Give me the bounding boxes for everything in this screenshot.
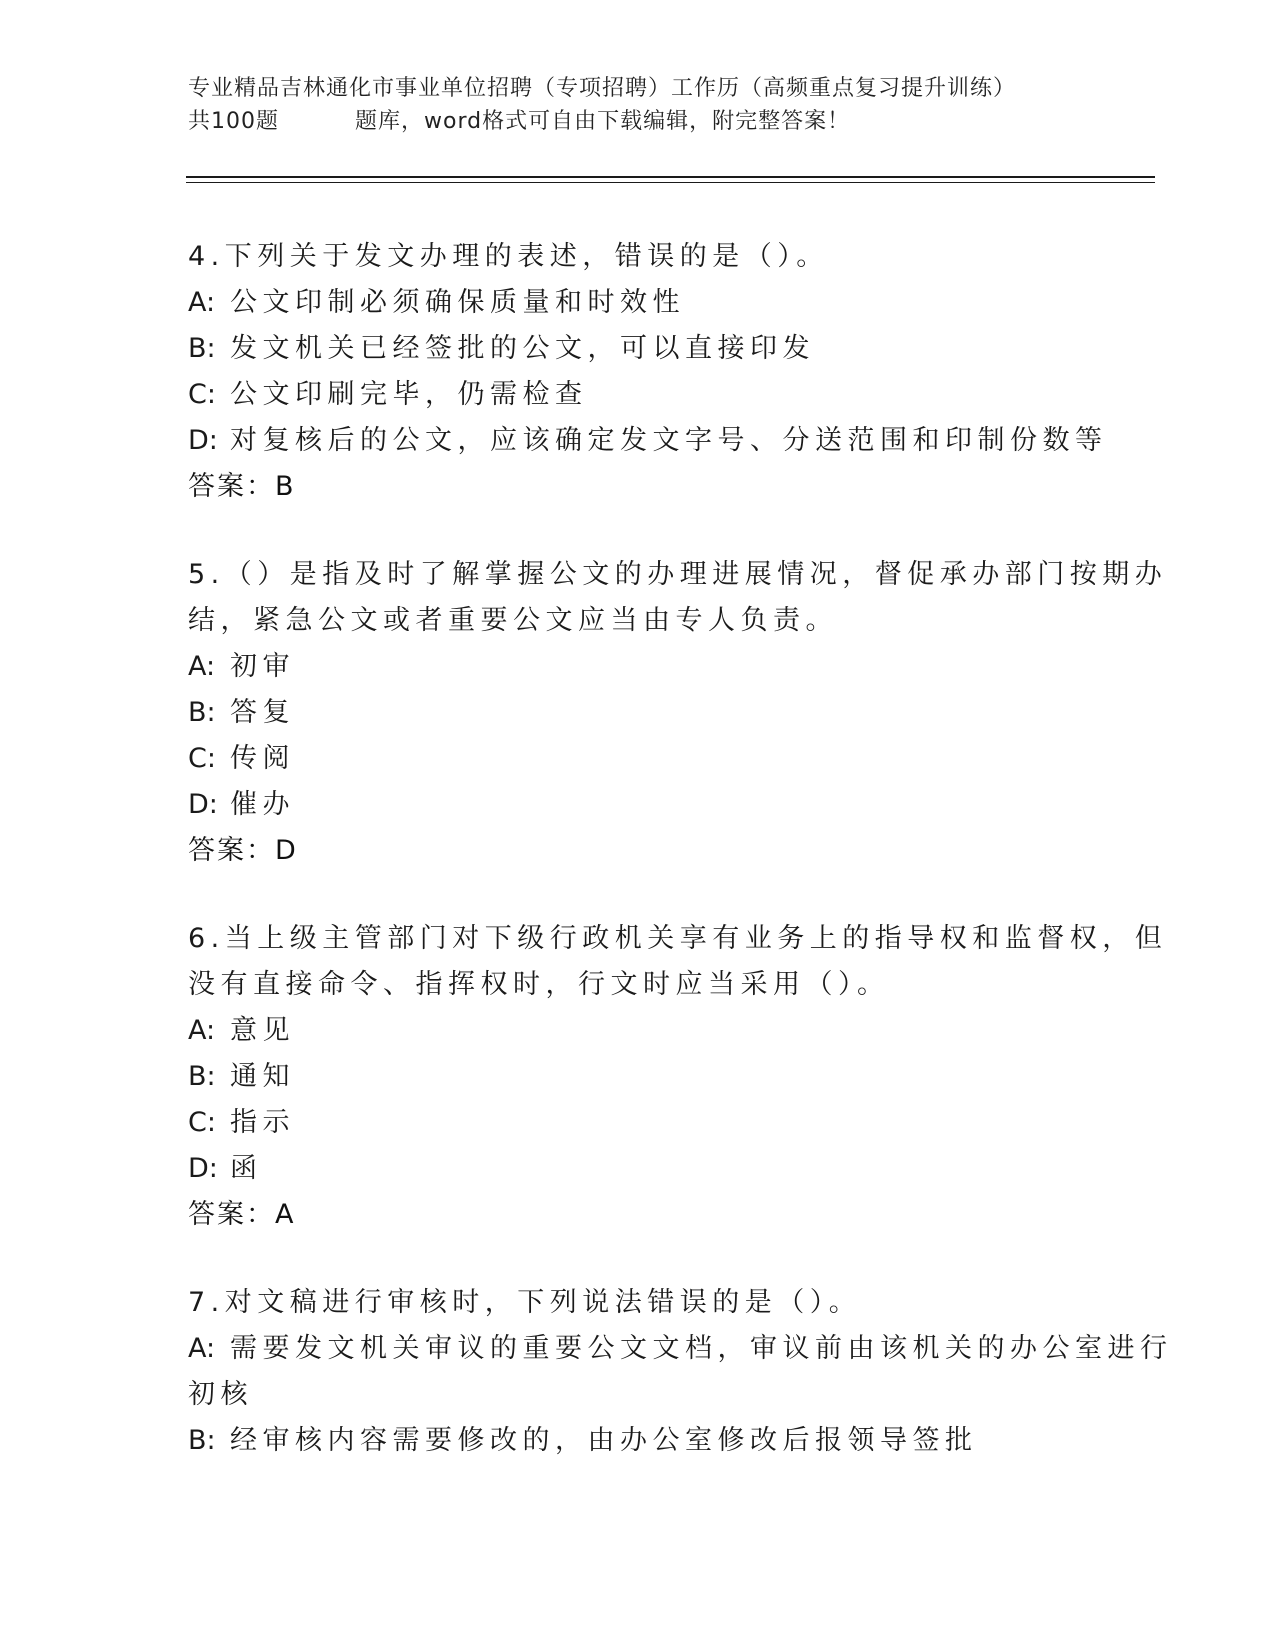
option-text: 公文印制必须确保质量和时效性 bbox=[230, 287, 685, 318]
answer-option bbox=[188, 1326, 1173, 1372]
document-header bbox=[188, 72, 1088, 138]
answer-option bbox=[188, 782, 1088, 828]
answer-option bbox=[188, 1100, 1088, 1146]
option-text: 初核 bbox=[188, 1379, 253, 1410]
header-divider-thick bbox=[186, 176, 1155, 178]
option-letter: B: bbox=[188, 697, 216, 728]
header-title-line: 专业精品吉林通化市事业单位招聘（专项招聘）工作历（高频重点复习提升训练） bbox=[188, 76, 1017, 101]
answer-key: 答案：B bbox=[188, 471, 296, 502]
option-letter: C: bbox=[188, 743, 216, 774]
header-subtitle-line bbox=[188, 105, 1088, 138]
question-stem-line: 没有直接命令、指挥权时，行文时应当采用（）。 bbox=[188, 969, 890, 1000]
question-list bbox=[188, 234, 1173, 1506]
option-letter: D: bbox=[188, 789, 218, 820]
option-text: 对复核后的公文，应该确定发文字号、分送范围和印制份数等 bbox=[230, 425, 1108, 456]
question-stem-line: 结，紧急公文或者重要公文应当由专人负责。 bbox=[188, 605, 838, 636]
option-letter: A: bbox=[188, 651, 216, 682]
answer-option bbox=[188, 326, 1088, 372]
option-text: 需要发文机关审议的重要公文文档，审议前由该机关的办公室进行 bbox=[230, 1333, 1173, 1364]
answer-option bbox=[188, 372, 1088, 418]
option-letter: D: bbox=[188, 425, 218, 456]
option-letter: B: bbox=[188, 1425, 216, 1456]
answer-key: 答案：D bbox=[188, 835, 298, 866]
question-block bbox=[188, 552, 1168, 874]
answer-option bbox=[188, 1418, 1088, 1464]
answer-option bbox=[188, 736, 1088, 782]
option-letter: B: bbox=[188, 1061, 216, 1092]
question-stem-line: 6.当上级主管部门对下级行政机关享有业务上的指导权和监督权，但 bbox=[188, 923, 1168, 954]
option-text: 初审 bbox=[230, 651, 295, 682]
option-text: 指示 bbox=[230, 1107, 295, 1138]
option-text: 答复 bbox=[230, 697, 295, 728]
header-divider-thin bbox=[186, 182, 1155, 183]
answer-option bbox=[188, 1008, 1088, 1054]
option-text: 公文印刷完毕，仍需检查 bbox=[230, 379, 588, 410]
option-letter: C: bbox=[188, 379, 216, 410]
answer-option bbox=[188, 1372, 1088, 1418]
option-text: 经审核内容需要修改的，由办公室修改后报领导签批 bbox=[230, 1425, 978, 1456]
header-download-note: 题库，word格式可自由下载编辑，附完整答案！ bbox=[355, 109, 851, 134]
option-text: 函 bbox=[230, 1153, 263, 1184]
option-text: 通知 bbox=[230, 1061, 295, 1092]
answer-option bbox=[188, 690, 1088, 736]
answer-option bbox=[188, 418, 1108, 464]
option-letter: A: bbox=[188, 287, 216, 318]
option-text: 传阅 bbox=[230, 743, 295, 774]
question-stem-line: 7.对文稿进行审核时，下列说法错误的是（）。 bbox=[188, 1287, 862, 1318]
answer-option bbox=[188, 644, 1088, 690]
answer-option bbox=[188, 280, 1088, 326]
option-letter: C: bbox=[188, 1107, 216, 1138]
question-stem-line: 5.（）是指及时了解掌握公文的办理进展情况，督促承办部门按期办 bbox=[188, 559, 1168, 590]
option-letter: D: bbox=[188, 1153, 218, 1184]
option-letter: A: bbox=[188, 1015, 216, 1046]
question-block bbox=[188, 916, 1168, 1238]
question-stem-line: 4.下列关于发文办理的表述，错误的是（）。 bbox=[188, 241, 829, 272]
option-text: 意见 bbox=[230, 1015, 295, 1046]
option-text: 发文机关已经签批的公文，可以直接印发 bbox=[230, 333, 815, 364]
option-text: 催办 bbox=[230, 789, 295, 820]
question-block bbox=[188, 234, 1108, 510]
answer-option bbox=[188, 1054, 1088, 1100]
option-letter: A: bbox=[188, 1333, 216, 1364]
answer-key: 答案：A bbox=[188, 1199, 296, 1230]
answer-option bbox=[188, 1146, 1088, 1192]
question-block bbox=[188, 1280, 1173, 1464]
header-question-count: 共100题 bbox=[188, 109, 279, 134]
option-letter: B: bbox=[188, 333, 216, 364]
